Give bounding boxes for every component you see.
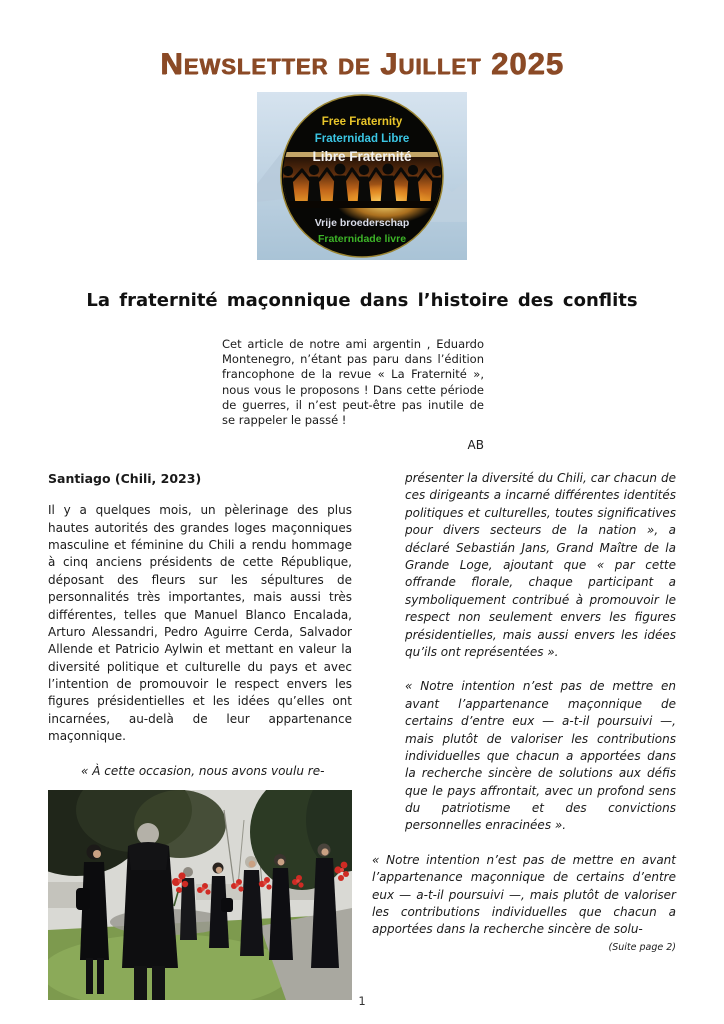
- masthead-title: Newsletter de Juillet 2025: [160, 46, 564, 81]
- fraternity-logo: [257, 92, 467, 260]
- page-number: 1: [358, 994, 366, 1008]
- article-title: La fraternité maçonnique dans l’histoire des conflits: [86, 290, 638, 311]
- memorial-photo: [48, 790, 352, 1000]
- second-quote-paragraph: « Notre intention n’est pas de mettre en avant l’appartenance maçonnique de certains d’entre eux — a-t-il poursuivi —, mais plutôt de valoriser les contributions individuelles que chacun a apportées dans la recherche sincère de solutions aux défis que le pays affrontait, avec un profond sens du patriotisme et des convictions personnelles enracinées ».: [405, 679, 676, 833]
- article-columns: [48, 470, 676, 1000]
- fraternity-logo-image: [257, 92, 467, 260]
- quote-continuation-paragraph: présenter la diversité du Chili, car chacun de ces dirigeants a incarné différentes identités politiques et culturelles, toutes significatives pour divers secteurs de la nation », a déclaré Sebastián Jans, Grand Maître de la Grande Loge, ajoutant que « par cette offrande florale, chaque participant a symboliquement contribué à promouvoir le respect non seulement envers les figures présidentielles, mais aussi envers les idées qu’ils ont représentées ».: [405, 471, 676, 659]
- article-intro: Cet article de notre ami argentin , Eduardo Montenegro, n’étant pas paru dans l’édition francophone de la revue « La Fraternité », nous vous le proposons ! Dans cette période de guerres, il n’est peut-être pas inutile de se rappeler le passé !: [222, 337, 484, 427]
- memorial-photo-image: [48, 790, 352, 1000]
- logo-label-fr: Libre Fraternité: [312, 149, 412, 164]
- second-quote-repeat-paragraph: « Notre intention n’est pas de mettre en avant l’appartenance maçonnique de certains d’entre eux — a-t-il poursuivi —, mais plutôt de valoriser les contributions individuelles que chacun a apportées dans la recherche sincère de solu-: [372, 852, 676, 937]
- logo-ground: [271, 201, 453, 208]
- right-column: [372, 470, 676, 1000]
- intro-signature: AB: [467, 438, 484, 453]
- logo-label-pt: Fraternidade livre: [317, 233, 407, 245]
- logo-label-en: Free Fraternity: [321, 116, 403, 128]
- quote-opening-line: « À cette occasion, nous avons voulu re-: [81, 763, 325, 778]
- continuation-note: (Suite page 2): [608, 941, 676, 953]
- left-column: [48, 470, 352, 1000]
- dateline-heading: Santiago (Chili, 2023): [48, 471, 202, 487]
- logo-label-es: Fraternidad Libre: [314, 133, 410, 145]
- logo-label-nl: Vrije broederschap: [314, 217, 410, 229]
- left-column-paragraph: Il y a quelques mois, un pèlerinage des plus hautes autorités des grandes loges maçonniques masculine et féminine du Chili a rendu hommage à cinq anciens présidents de cette République, déposant des fleurs sur les sépultures de personnalités très importantes, mais aussi très différentes, telles que Manuel Blanco Encalada, Arturo Alessandri, Pedro Aguirre Cerda, Salvador Allende et Patricio Aylwin et mettant en valeur la diversité politique et culturelle du pays et avec l’intention de promouvoir le respect envers les figures présidentielles et les idées qu’elles ont incarnées, au-delà de leur appartenance maçonnique.: [48, 503, 352, 744]
